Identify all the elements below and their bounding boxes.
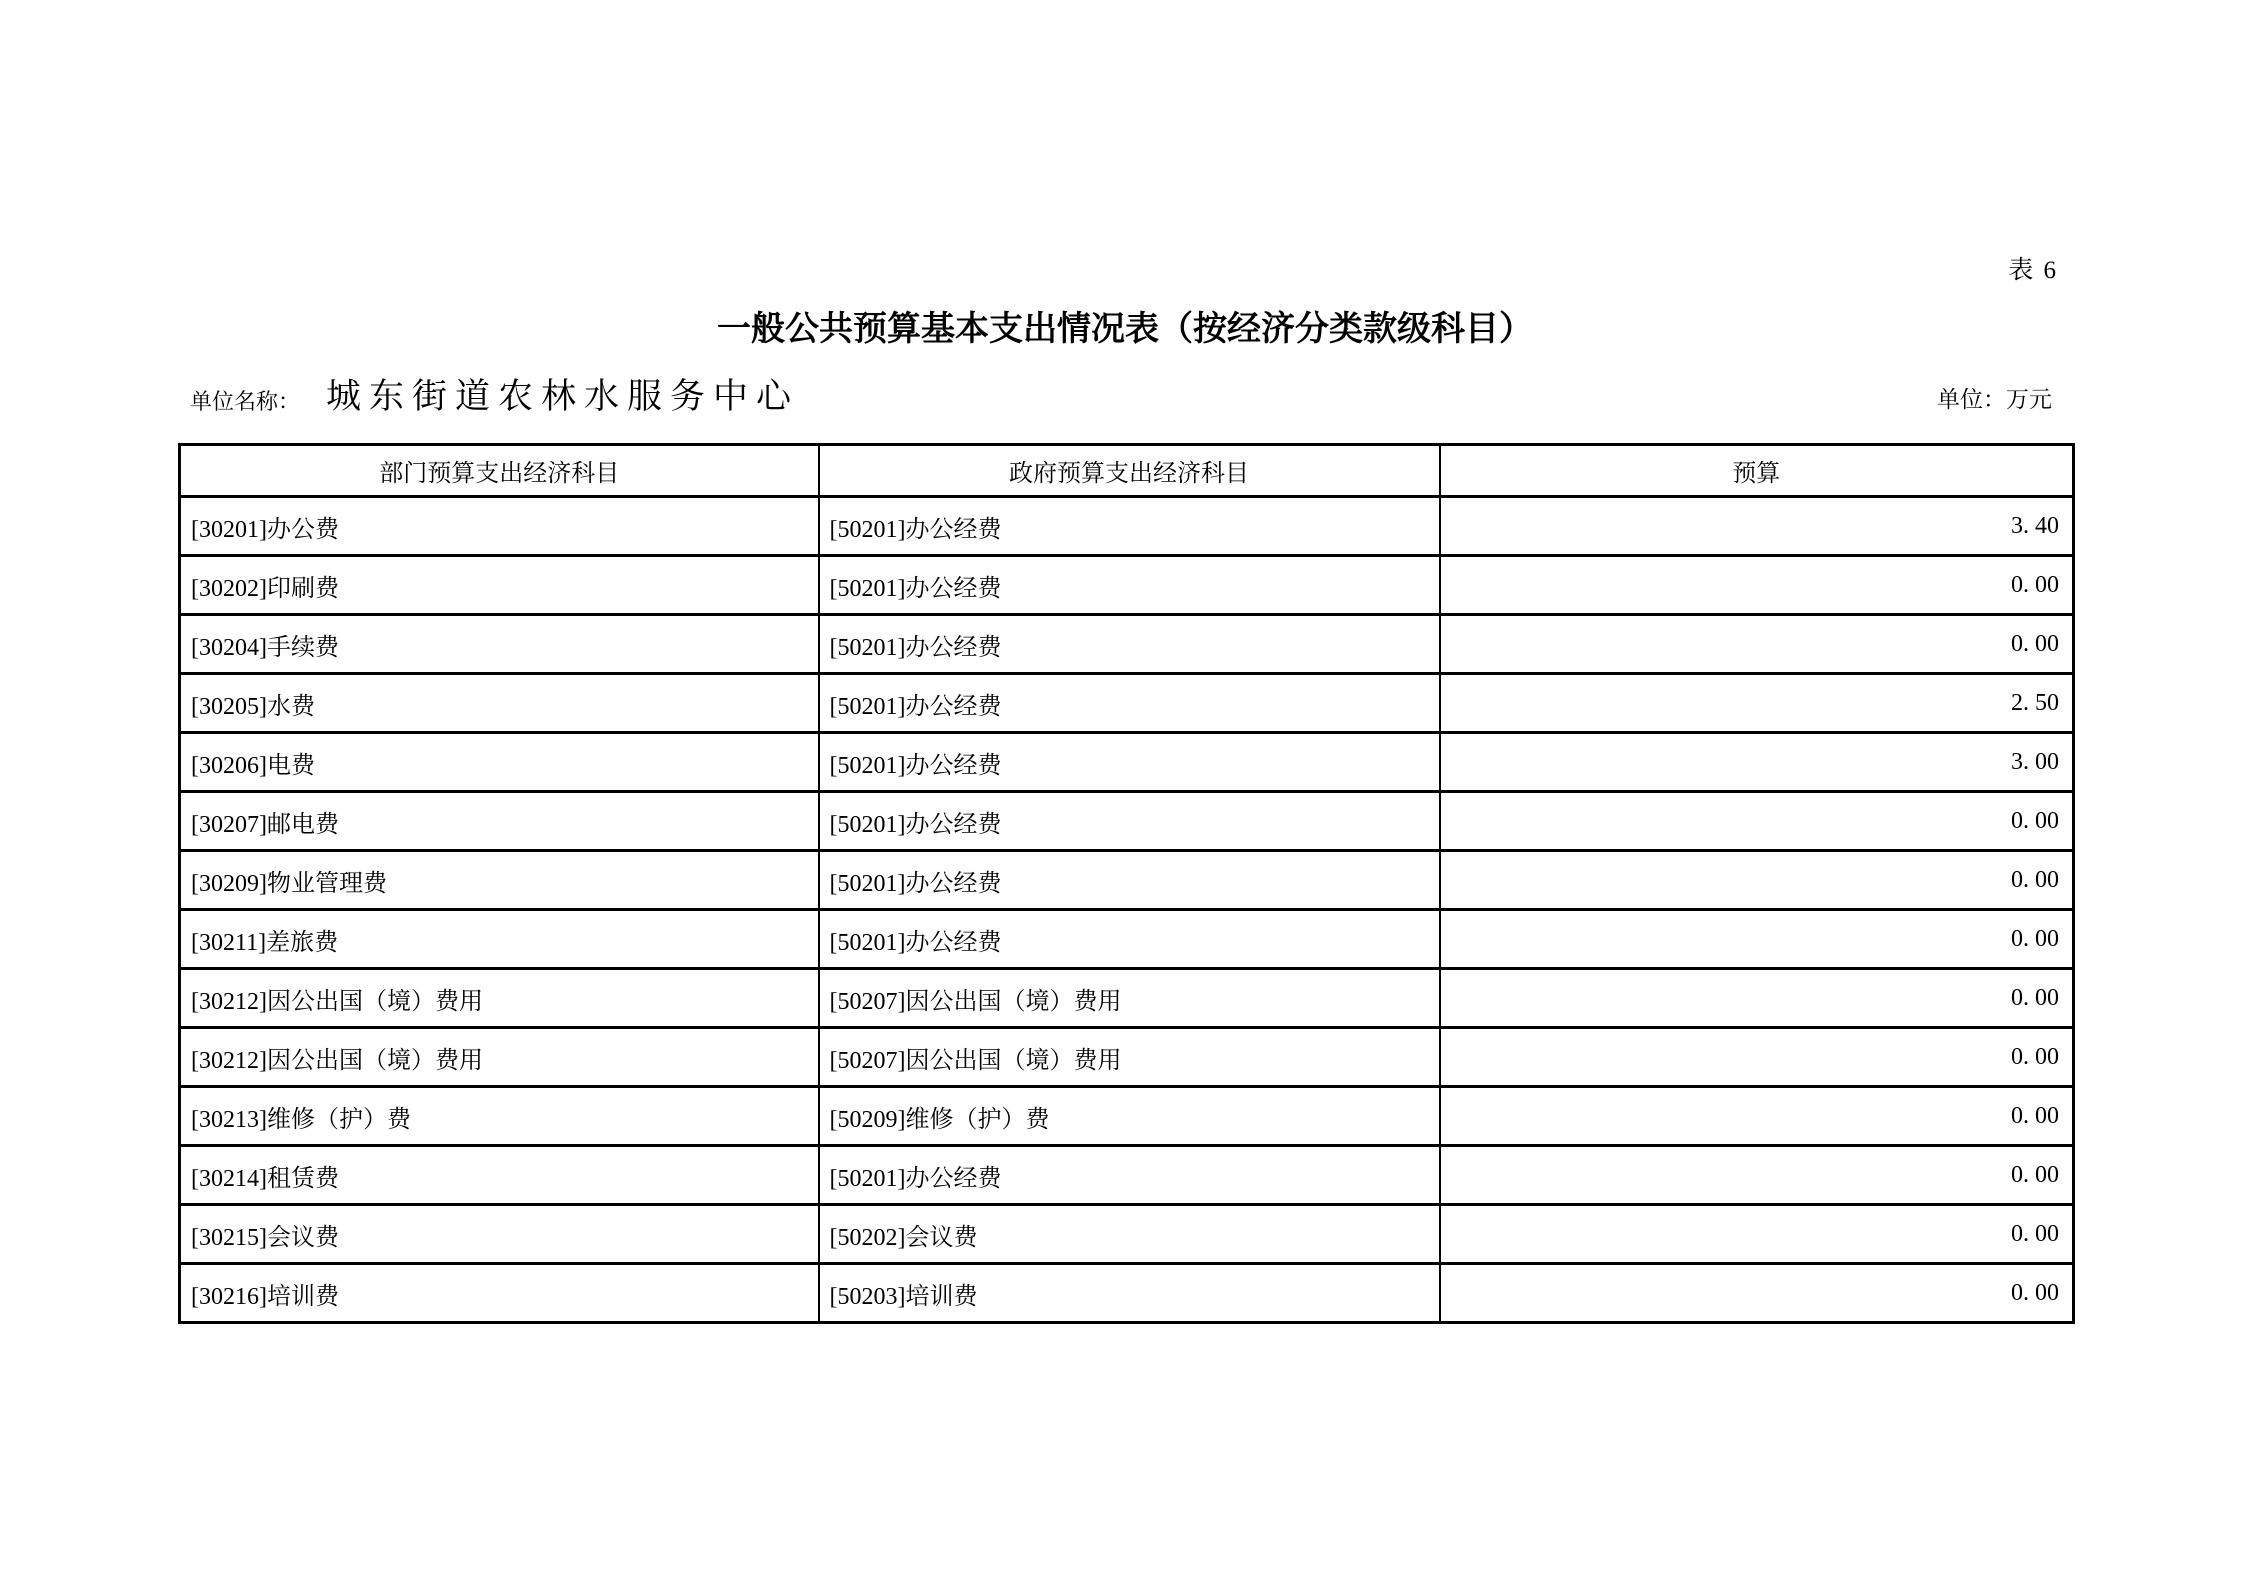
table-row xyxy=(180,910,2074,969)
department-subject-cell: [30201]办公费 xyxy=(180,497,819,556)
government-subject-cell: [50207]因公出国（境）费用 xyxy=(819,1028,1440,1087)
government-subject-cell: [50201]办公经费 xyxy=(819,733,1440,792)
budget-value-cell: 0. 00 xyxy=(1440,556,2074,615)
department-subject-cell: [30202]印刷费 xyxy=(180,556,819,615)
table-row xyxy=(180,733,2074,792)
budget-value-cell: 2. 50 xyxy=(1440,674,2074,733)
table-number: 表 6 xyxy=(2008,257,2058,284)
currency-unit-label: 单位：万元 xyxy=(1937,387,2052,412)
header-budget: 预算 xyxy=(1440,445,2074,497)
table-row xyxy=(180,1087,2074,1146)
department-subject-cell: [30205]水费 xyxy=(180,674,819,733)
budget-value-cell: 0. 00 xyxy=(1440,792,2074,851)
budget-value-cell: 0. 00 xyxy=(1440,1264,2074,1323)
department-subject-cell: [30212]因公出国（境）费用 xyxy=(180,1028,819,1087)
table-row xyxy=(180,792,2074,851)
budget-value-cell: 3. 40 xyxy=(1440,497,2074,556)
department-subject-cell: [30212]因公出国（境）费用 xyxy=(180,969,819,1028)
government-subject-cell: [50209]维修（护）费 xyxy=(819,1087,1440,1146)
table-row xyxy=(180,497,2074,556)
budget-value-cell: 0. 00 xyxy=(1440,1087,2074,1146)
government-subject-cell: [50201]办公经费 xyxy=(819,910,1440,969)
header-government-subject: 政府预算支出经济科目 xyxy=(819,445,1440,497)
government-subject-cell: [50201]办公经费 xyxy=(819,674,1440,733)
department-subject-cell: [30206]电费 xyxy=(180,733,819,792)
header-department-subject: 部门预算支出经济科目 xyxy=(180,445,819,497)
department-subject-cell: [30204]手续费 xyxy=(180,615,819,674)
table-row xyxy=(180,615,2074,674)
government-subject-cell: [50201]办公经费 xyxy=(819,1146,1440,1205)
department-subject-cell: [30215]会议费 xyxy=(180,1205,819,1264)
table-row xyxy=(180,674,2074,733)
department-subject-cell: [30211]差旅费 xyxy=(180,910,819,969)
budget-value-cell: 0. 00 xyxy=(1440,1205,2074,1264)
government-subject-cell: [50201]办公经费 xyxy=(819,615,1440,674)
government-subject-cell: [50201]办公经费 xyxy=(819,556,1440,615)
unit-name-label: 单位名称： xyxy=(190,389,301,414)
budget-value-cell: 0. 00 xyxy=(1440,615,2074,674)
table-row xyxy=(180,969,2074,1028)
government-subject-cell: [50207]因公出国（境）费用 xyxy=(819,969,1440,1028)
budget-value-cell: 0. 00 xyxy=(1440,910,2074,969)
department-subject-cell: [30216]培训费 xyxy=(180,1264,819,1323)
table-row xyxy=(180,851,2074,910)
government-subject-cell: [50201]办公经费 xyxy=(819,792,1440,851)
department-subject-cell: [30213]维修（护）费 xyxy=(180,1087,819,1146)
department-subject-cell: [30209]物业管理费 xyxy=(180,851,819,910)
table-row xyxy=(180,1028,2074,1087)
budget-value-cell: 0. 00 xyxy=(1440,1028,2074,1087)
budget-value-cell: 3. 00 xyxy=(1440,733,2074,792)
budget-value-cell: 0. 00 xyxy=(1440,851,2074,910)
budget-table xyxy=(178,443,2075,1324)
government-subject-cell: [50202]会议费 xyxy=(819,1205,1440,1264)
unit-name-value: 城东街道农林水服务中心 xyxy=(326,377,800,416)
budget-value-cell: 0. 00 xyxy=(1440,1146,2074,1205)
table-row xyxy=(180,1205,2074,1264)
table-row xyxy=(180,1264,2074,1323)
department-subject-cell: [30207]邮电费 xyxy=(180,792,819,851)
government-subject-cell: [50203]培训费 xyxy=(819,1264,1440,1323)
page-title: 一般公共预算基本支出情况表（按经济分类款级科目） xyxy=(717,311,1533,348)
government-subject-cell: [50201]办公经费 xyxy=(819,497,1440,556)
table-row xyxy=(180,556,2074,615)
government-subject-cell: [50201]办公经费 xyxy=(819,851,1440,910)
budget-value-cell: 0. 00 xyxy=(1440,969,2074,1028)
table-row xyxy=(180,1146,2074,1205)
table-header-row xyxy=(180,445,2074,497)
department-subject-cell: [30214]租赁费 xyxy=(180,1146,819,1205)
